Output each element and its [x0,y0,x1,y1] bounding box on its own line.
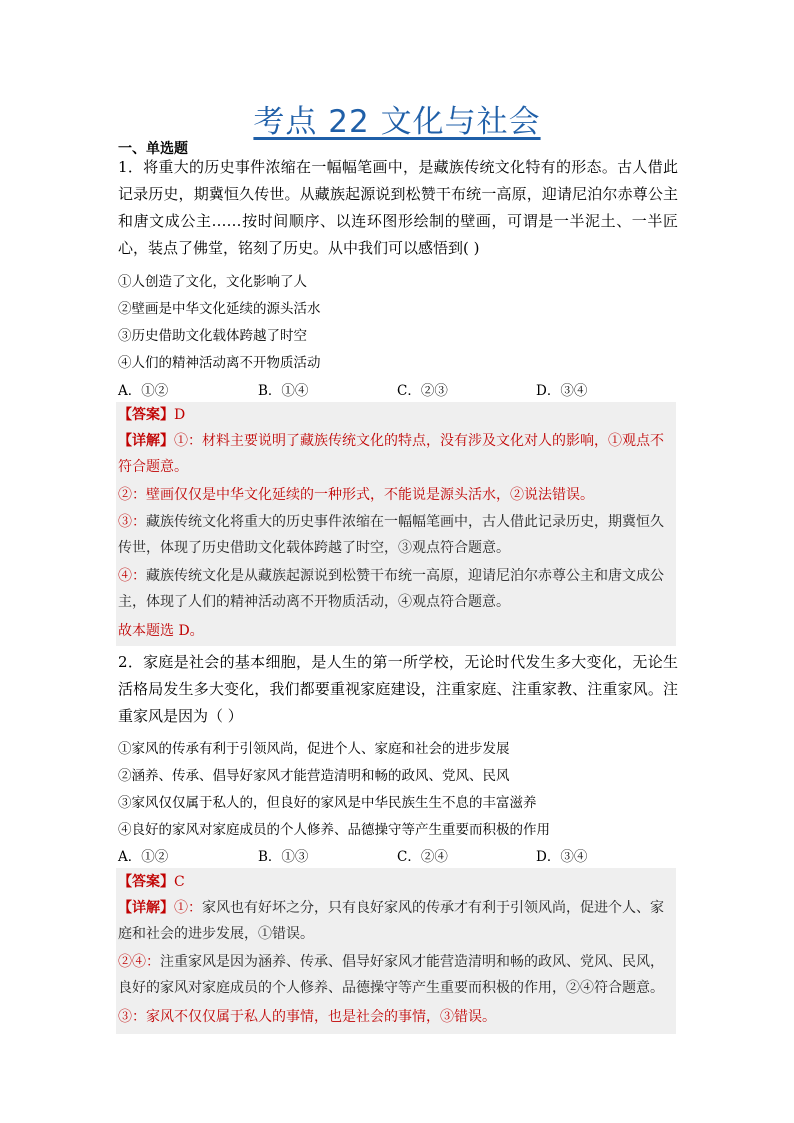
q1-choice-c: C．②③ [397,383,448,399]
q2-choice-d: D．③④ [536,849,588,865]
q2-option-1: ①家风的传承有利于引领风尚，促进个人、家庭和社会的进步发展 [118,741,510,757]
q2-answer-line [118,869,676,895]
answer-value: C [174,874,185,890]
q2-choice-b: B．①③ [258,849,309,865]
q2-choice-c: C．②④ [397,849,448,865]
q1-detail-1: 【详解】①：材料主要说明了藏族传统文化的特点，没有涉及文化对人的影响，①观点不符合题意。 [118,433,664,475]
q2-detail-1: 【详解】①：家风也有好坏之分，只有良好家风的传承才有利于引领风尚，促进个人、家庭和社会的进步发展，①错误。 [118,900,664,942]
q1-choice-a: A．①② [118,383,169,399]
q1-detail-3: ③：藏族传统文化将重大的历史事件浓缩在一幅幅笔画中，古人借此记录历史，期冀恒久传世，体现了历史借助文化载体跨越了时空，③观点符合题意。 [118,514,664,556]
detail-tag: 【详解】 [118,900,174,916]
detail-tag: 【详解】 [118,433,174,449]
q2-choice-a: A．①② [118,849,169,865]
answer-tag: 【答案】 [118,407,174,423]
answer-tag: 【答案】 [118,874,174,890]
q1-detail-2: ②：壁画仅仅是中华文化延续的一种形式，不能说是源头活水，②说法错误。 [118,487,594,503]
q2-option-4: ④良好的家风对家庭成员的个人修养、品德操守等产生重要而积极的作用 [118,822,550,838]
q1-option-4: ④人们的精神活动离不开物质活动 [118,355,321,371]
q1-option-1: ①人创造了文化，文化影响了人 [118,274,307,290]
question-2-stem: 2．家庭是社会的基本细胞，是人生的第一所学校，无论时代发生多大变化，无论生活格局发生多大变化，我们都要重视家庭建设，注重家庭、注重家教、注重家风。注重家风是因为（ ） [118,653,678,725]
q2-detail-3: ③：家风不仅仅属于私人的事情，也是社会的事情，③错误。 [118,1009,496,1025]
q2-option-2: ②涵养、传承、倡导好家风才能营造清明和畅的政风、党风、民风 [118,768,510,784]
page-title: 考点 22 文化与社会 [253,104,541,140]
q1-detail-4: ④：藏族传统文化是从藏族起源说到松赞干布统一高原，迎请尼泊尔赤尊公主和唐文成公主，体现了人们的精神活动离不开物质活动，④观点符合题意。 [118,568,664,610]
q1-option-3: ③历史借助文化载体跨越了时空 [118,328,307,344]
q2-detail-2: ②④：注重家风是因为涵养、传承、倡导好家风才能营造清明和畅的政风、党风、民风，良好的家风对家庭成员的个人修养、品德操守等产生重要而积极的作用，②④符合题意。 [118,954,664,996]
answer-value: D [174,407,186,423]
q1-choice-d: D．③④ [536,383,588,399]
section-heading: 一、单选题 [118,141,188,157]
question-1-stem: 1．将重大的历史事件浓缩在一幅幅笔画中，是藏族传统文化特有的形态。古人借此记录历史，期冀恒久传世。从藏族起源说到松赞干布统一高原，迎请尼泊尔赤尊公主和唐文成公主……按时间顺序、以连环图形绘制的壁画，可谓是一半泥土、一半匠心，装点了佛堂，铭刻了历史。从中我们可以感悟到( ) [118,158,678,257]
q1-choice-b: B．①④ [258,383,309,399]
q2-option-3: ③家风仅仅属于私人的，但良好的家风是中华民族生生不息的丰富滋养 [118,795,537,811]
q1-option-2: ②壁画是中华文化延续的源头活水 [118,301,321,317]
q1-answer-line [118,402,676,428]
q1-conclusion: 故本题选 D。 [118,623,204,639]
